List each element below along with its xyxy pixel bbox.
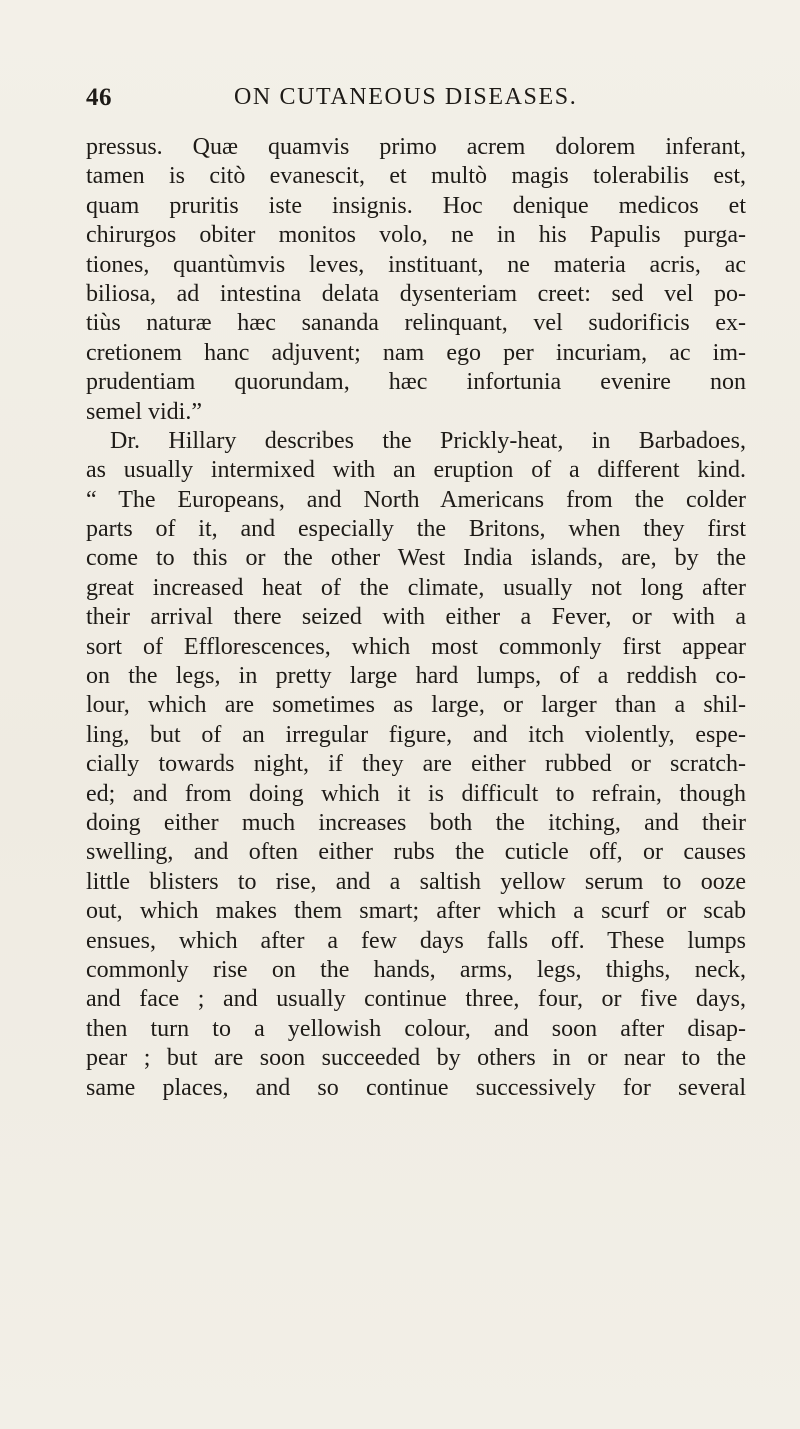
text-line: commonly rise on the hands, arms, legs, thighs, neck, <box>86 956 746 983</box>
text-line: ed; and from doing which it is difficult to refrain, though <box>86 780 746 807</box>
text-line: pressus. Quæ quamvis primo acrem dolorem inferant, <box>86 134 746 160</box>
text-line: prudentiam quorundam, hæc infortunia evenire non <box>86 369 746 396</box>
text-line: biliosa, ad intestina delata dysenteriam creet: sed vel po- <box>86 280 746 307</box>
text-line: ensues, which after a few days falls off. These lumps <box>86 927 746 954</box>
text-line: their arrival there seized with either a Fever, or with a <box>86 604 746 631</box>
text-line: as usually intermixed with an eruption of a different kind. <box>86 457 746 484</box>
paragraph-first-line: Dr. Hillary describes the Prickly-heat, in Barbadoes, <box>110 427 746 454</box>
text-line: parts of it, and especially the Britons, when they first <box>86 516 746 543</box>
text-line: tiùs naturæ hæc sananda relinquant, vel sudorificis ex- <box>86 310 746 337</box>
text-line: and face ; and usually continue three, four, or five days, <box>86 986 746 1013</box>
text-line: lour, which are sometimes as large, or larger than a shil- <box>86 692 746 719</box>
text-line: “ The Europeans, and North Americans from the colder <box>86 486 746 513</box>
page-number: 46 <box>86 84 112 111</box>
text-line: come to this or the other West India islands, are, by the <box>86 545 746 572</box>
running-head <box>86 84 746 124</box>
text-line: cially towards night, if they are either rubbed or scratch- <box>86 751 746 778</box>
text-line: little blisters to rise, and a saltish yellow serum to ooze <box>86 868 746 895</box>
running-head-title: ON CUTANEOUS DISEASES. <box>234 84 578 110</box>
body-text <box>86 133 746 1103</box>
text-line: ling, but of an irregular figure, and itch violently, espe- <box>86 721 746 748</box>
text-line: then turn to a yellowish colour, and soon after disap- <box>86 1015 746 1042</box>
text-line: doing either much increases both the itching, and their <box>86 809 746 836</box>
text-line: sort of Efflorescences, which most commonly first appear <box>86 633 746 660</box>
text-line: quam pruritis iste insignis. Hoc denique medicos et <box>86 192 746 219</box>
text-line: cretionem hanc adjuvent; nam ego per incuriam, ac im- <box>86 339 746 366</box>
text-line: tamen is citò evanescit, et multò magis tolerabilis est, <box>86 163 746 190</box>
text-line: on the legs, in pretty large hard lumps, of a reddish co- <box>86 663 746 690</box>
text-line: semel vidi.” <box>86 398 202 425</box>
text-line: great increased heat of the climate, usually not long after <box>86 574 746 601</box>
text-line: out, which makes them smart; after which a scurf or scab <box>86 898 746 925</box>
text-line: tiones, quantùmvis leves, instituant, ne materia acris, ac <box>86 251 746 278</box>
text-line: same places, and so continue successively for several <box>86 1074 746 1101</box>
text-line: pear ; but are soon succeeded by others in or near to the <box>86 1045 746 1072</box>
text-line: swelling, and often either rubs the cuticle off, or causes <box>86 839 746 866</box>
text-line: chirurgos obiter monitos volo, ne in his Papulis purga- <box>86 222 746 249</box>
